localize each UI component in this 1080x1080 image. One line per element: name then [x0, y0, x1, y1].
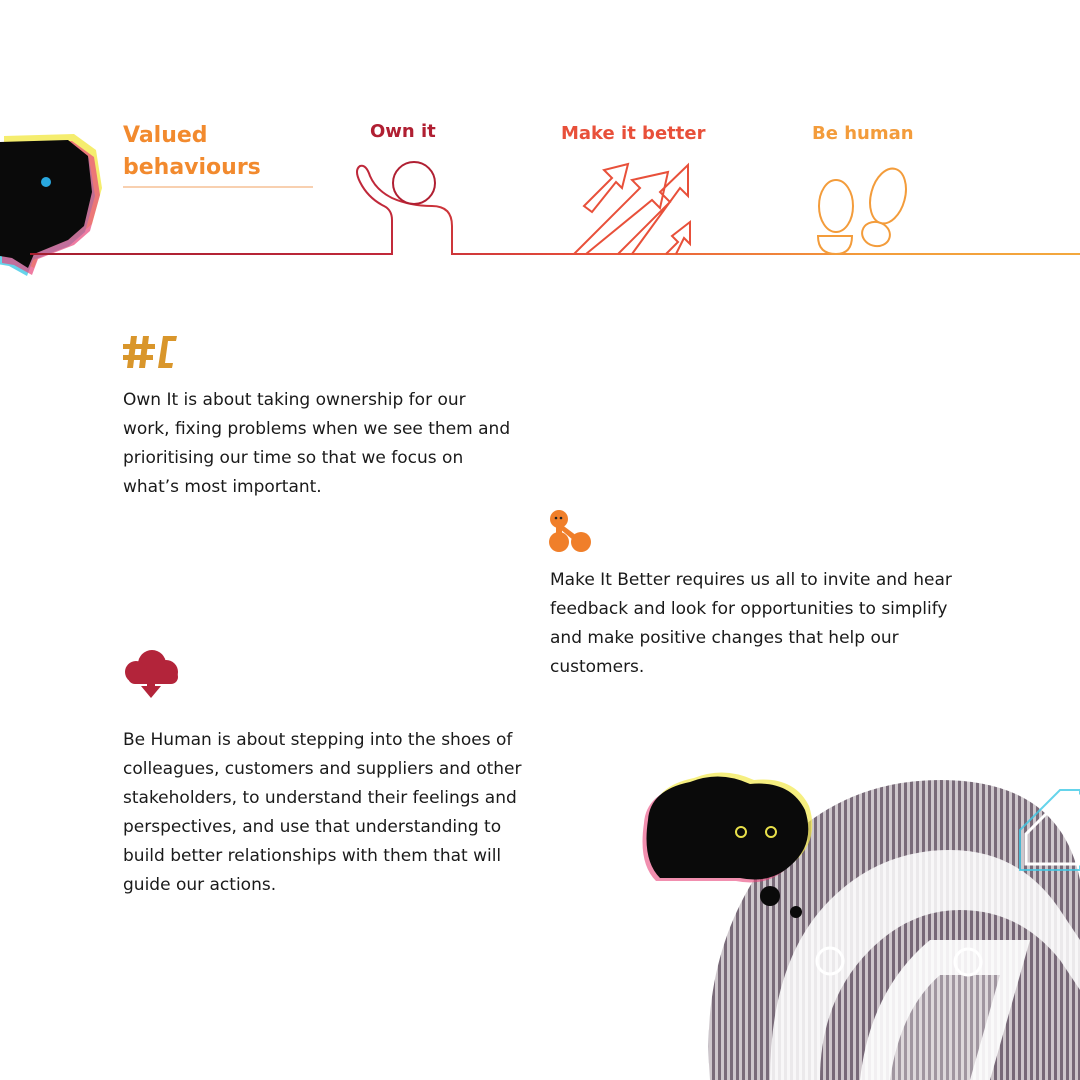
be-human-description: Be Human is about stepping into the shoes of colleagues, customers and suppliers and other stakeholders, to understand their feelings and perspectives, and use that understanding to build better relationships with them that will guide our actions. [123, 730, 522, 895]
make-it-better-description: Make It Better requires us all to invite and hear feedback and look for opportunities to simplify and make positive changes that help our customers. [550, 570, 952, 677]
heading-line-1: Valued [123, 123, 208, 148]
behaviours-timeline [0, 150, 1080, 270]
be-human-section [122, 648, 180, 700]
own-it-description: Own It is about taking ownership for our work, fixing problems when we see them and prioritising our time so that we focus on what’s most important. [123, 390, 511, 497]
own-it-section [123, 334, 179, 370]
own-it-label: Own it [370, 121, 436, 142]
make-it-better-section [549, 508, 593, 554]
person-head-icon [393, 162, 435, 204]
heading-line-2: behaviours [123, 155, 261, 180]
make-it-better-label: Make it better [561, 123, 706, 144]
footprints-icon [818, 165, 912, 254]
glitch-at-symbol-decoration [640, 760, 1080, 1080]
arrows-up-icon [574, 164, 690, 254]
be-human-label: Be human [812, 123, 914, 144]
timeline-illustration [0, 150, 1080, 270]
hash-bracket-icon [123, 334, 179, 370]
connected-nodes-icon [549, 508, 593, 554]
cloud-download-icon [122, 648, 180, 700]
